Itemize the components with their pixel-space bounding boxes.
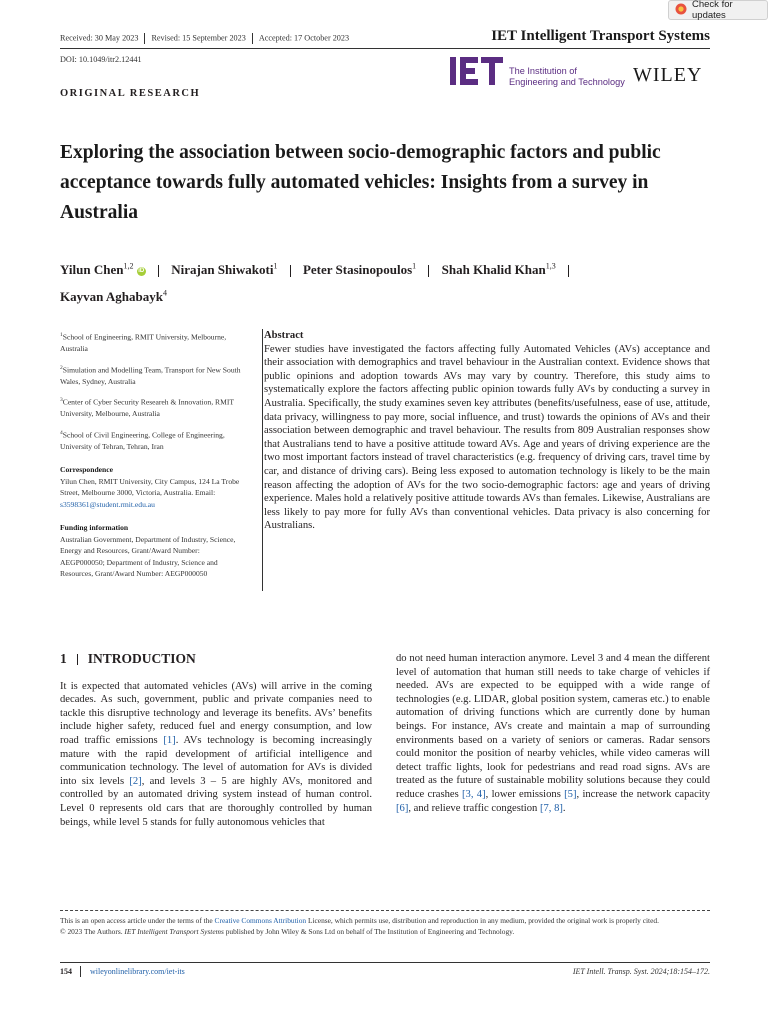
author-name[interactable]: Peter Stasinopoulos$^1$ <box>302 262 417 278</box>
abstract-text: Fewer studies have investigated the factors affecting fully Automated Vehicles (AVs) acceptance and their association with demographics and travel behaviour in the Australian context. Evidence shows that public opinions and adoption towards AVs may vary by country. Therefore, this study aims to systematically explore the factors affecting public opinion towards fully AVs by conducting a survey in Australia. Specifically, the study examines seven key attributes (benefits/usefulness, ease of use, attitude, data privacy, willingness to pay more, social influence, and trust) towards the opinions of AVs and their association between demographic and travel behaviour. The results from 809 Australian responses show that Australians tend to have a positive attitude toward AVs. Age and years of driving experience are the two most important factors instead of travel characteristics (e.g. frequency of driving cars, travel time by car, and distance of driving cars). Being less exposed to automation technology is likely to be the main reason affecting the adoption of AVs for the two socio-demographic factors: age and years of driving experience. Males hold a relatively positive attitude towards AVs than females. Likewise, Australians are less likely to pay more for fully AVs than conventional vehicles. Data privacy is also concerning for Australians. <box>264 343 710 532</box>
affiliation: $^3$Center of Cyber Security Researeh & Innovation, RMIT University, Melbourne, Australia <box>60 397 234 419</box>
citation-link[interactable]: [3, 4] <box>462 788 486 800</box>
citation-link[interactable]: [1] <box>163 734 176 746</box>
date-divider <box>144 33 145 44</box>
author-name[interactable]: Yilun Chen$^{1,2}$ <box>60 262 134 278</box>
citation-line: IET Intell. Transp. Syst. 2024;18:154–172. <box>572 967 710 976</box>
license-link[interactable]: Creative Commons Attribution <box>214 916 307 925</box>
citation-link[interactable]: [7, 8] <box>539 802 563 814</box>
author-name[interactable]: Shah Khalid Khan$^{1,3}$ <box>441 262 556 278</box>
author-name[interactable]: Nirajan Shiwakoti$^1$ <box>171 262 278 278</box>
wiley-logo: WILEY <box>633 64 703 86</box>
citation-link[interactable]: [2] <box>129 775 142 787</box>
affiliation: $^1$School of Engineering, RMIT University, Melbourne, Australia <box>60 332 227 354</box>
abstract <box>264 329 710 533</box>
crossmark-icon <box>675 3 687 18</box>
accepted-date: Accepted: 17 October 2023 <box>258 33 350 43</box>
article-metadata <box>60 330 245 580</box>
body-column-left <box>60 652 372 829</box>
section-heading: 1 INTRODUCTION <box>60 651 196 666</box>
intro-paragraph-continued: do not need human interaction anymore. Level 3 and 4 mean the different level of automation that human still needs to take charge of vehicles if needed. AVs are expected to be equipped with a wide range of technologies (e.g. LIDAR, global position system, cameras etc.) to enable automation of driving functions which are currently done by human beings. For instance, AVs create and maintain a map of surrounding environments based on a variety of seniors or cameras. Radar sensors could monitor the position of nearby vehicles, while video cameras will detect traffic lights, look for pedestrians and read road signs. AVs are treated as the future of sustainable mobility solutions because they could reduce crashes [3, 4], lower emissions [5], increase the network capacity [6], and relieve traffic congestion [7, 8]. <box>396 653 711 814</box>
article-dates <box>60 33 349 44</box>
page-number: 154 <box>60 967 72 976</box>
author-name[interactable]: Kayvan Aghabayk$^4$ <box>60 288 167 304</box>
footer-rule <box>60 962 710 963</box>
email-link[interactable]: s3598361@student.rmit.edu.au <box>60 499 155 509</box>
check-for-updates-label: Check for updates <box>692 0 733 21</box>
abstract-divider <box>262 329 263 591</box>
check-for-updates-button[interactable] <box>668 0 768 20</box>
iet-logo <box>450 57 506 90</box>
funding-text: Australian Government, Department of Industry, Science, Energy and Resources, Grant/Award Number: AEGP000050; Department of Industry, Science and Resources, Grant/Award Number: AEGP000050 <box>60 534 236 579</box>
journal-url-link[interactable]: wileyonlinelibrary.com/iet-its <box>90 967 185 976</box>
author-divider <box>158 265 159 277</box>
author-divider <box>290 265 291 277</box>
body-column-right <box>396 652 710 815</box>
footer-divider-bar <box>80 966 81 977</box>
abstract-heading: Abstract <box>264 330 304 341</box>
author-divider <box>428 265 429 277</box>
iet-logo-text: The Institution of Engineering and Technology <box>509 66 625 87</box>
date-divider <box>252 33 253 44</box>
footer-divider <box>60 910 710 911</box>
journal-name: IET Intelligent Transport Systems <box>491 28 710 44</box>
revised-date: Revised: 15 September 2023 <box>151 33 246 43</box>
article-type-label: ORIGINAL RESEARCH <box>60 88 201 99</box>
correspondence-heading: Correspondence <box>60 465 114 475</box>
citation-link[interactable]: [6] <box>396 802 409 814</box>
header-rule <box>60 48 710 49</box>
affiliation: $^2$Simulation and Modelling Team, Transport for New South Wales, Sydney, Australia <box>60 364 241 386</box>
received-date: Received: 30 May 2023 <box>60 33 139 43</box>
license-note: This is an open access article under the terms of the Creative Commons Attribution License, which permits use, distribution and reproduction in any medium, provided the original work is properly cited. © 2023 The Authors. IET Intelligent Transport Systems published by John Wiley & Sons Ltd on behalf of The Institution of Engineering and Technology. <box>60 916 659 936</box>
citation-link[interactable]: [5] <box>564 788 577 800</box>
author-list <box>60 255 710 308</box>
author-divider <box>568 265 569 277</box>
doi[interactable]: DOI: 10.1049/itr2.12441 <box>60 55 142 64</box>
orcid-icon[interactable]: iD <box>138 267 145 274</box>
intro-paragraph: It is expected that automated vehicles (AVs) will arrive in the coming decades. As such, government, public and private companies need to tackle this disruptive technology and leverage its benefits. AVs’ benefits include higher safety, reduced fuel and energy consumption, and low road traffic emissions [1]. AVs technology is becoming increasingly mature with the rapid development of artificial intelligence and communication technology. The level of automation for AVs is divided into six levels [2], and levels 3 – 5 are highly AVs, monitored and controlled by an automated driving system instead of human control. Level 0 represents old cars that are thoroughly controlled by human beings, while level 5 stands for fully autonomous vehicles that <box>60 680 373 828</box>
article-title: Exploring the association between socio-demographic factors and public acceptance towards fully automated vehicles: Insights from a survey in Australia <box>60 142 661 223</box>
funding-heading: Funding information <box>60 523 129 533</box>
affiliation: $^4$School of Civil Engineering, College of Engineering, University of Tehran, Tehran, Iran <box>60 429 225 451</box>
correspondence-text: Yilun Chen, RMIT University, City Campus, 124 La Trobe Street, Melbourne 3000, Victoria, Australia. Email: s3598361@student.rmit.edu.au <box>60 476 240 509</box>
